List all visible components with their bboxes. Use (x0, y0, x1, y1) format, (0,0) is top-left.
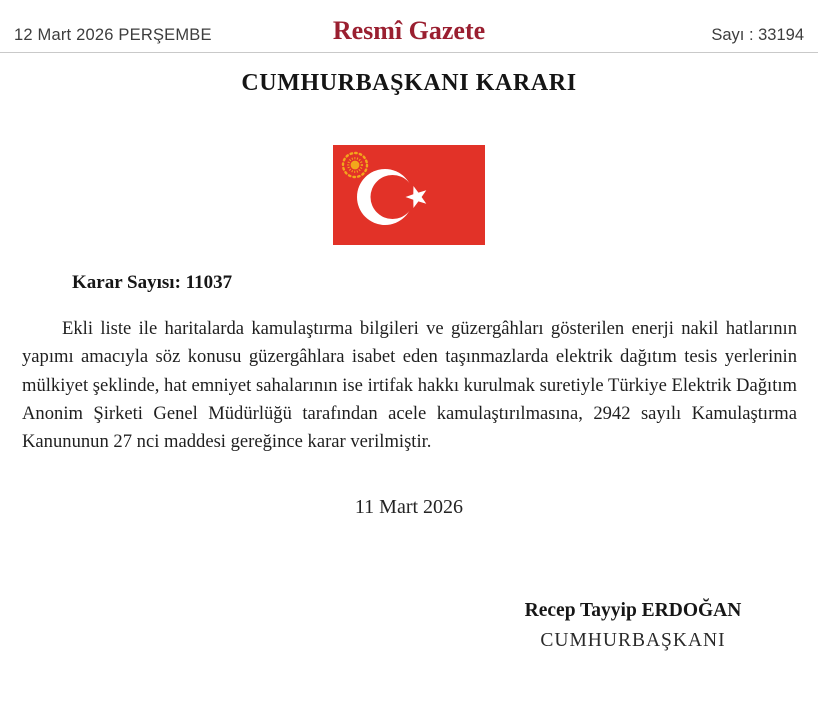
issue-number: Sayı : 33194 (711, 26, 804, 44)
signature-title: CUMHURBAŞKANI (540, 630, 726, 652)
masthead (0, 0, 818, 53)
document-title: CUMHURBAŞKANI KARARI (241, 70, 577, 96)
signature-block (483, 595, 783, 655)
turkish-flag-image (333, 145, 485, 245)
gazette-title: Resmî Gazete (332, 16, 486, 45)
signature-name: Recep Tayyip ERDOĞAN (524, 600, 742, 622)
decision-date: 11 Mart 2026 (354, 496, 464, 519)
masthead-date: 12 Mart 2026 PERŞEMBE (14, 26, 212, 44)
decision-body-paragraph: Ekli liste ile haritalarda kamulaştırma bilgileri ve güzergâhları gösterilen enerji nakil hatlarının yapımı amacıyla söz konusu güzergâhlara isabet eden taşınmazlarda elektrik dağıtım tesis yerlerinin mülkiyet şeklinde, hat emniyet sahalarının ise irtifak hakkı kurulmak suretiyle Türkiye Elektrik Dağıtım Anonim Şirketi Genel Müdürlüğü tarafından acele kamulaştırılmasına, 2942 sayılı Kamulaştırma Kanununun 27 nci maddesi gereğince karar verilmiştir. (22, 318, 797, 453)
decision-number-label: Karar Sayısı: (72, 272, 181, 293)
decision-number-value: 11037 (185, 272, 233, 293)
decision-number (72, 272, 818, 294)
